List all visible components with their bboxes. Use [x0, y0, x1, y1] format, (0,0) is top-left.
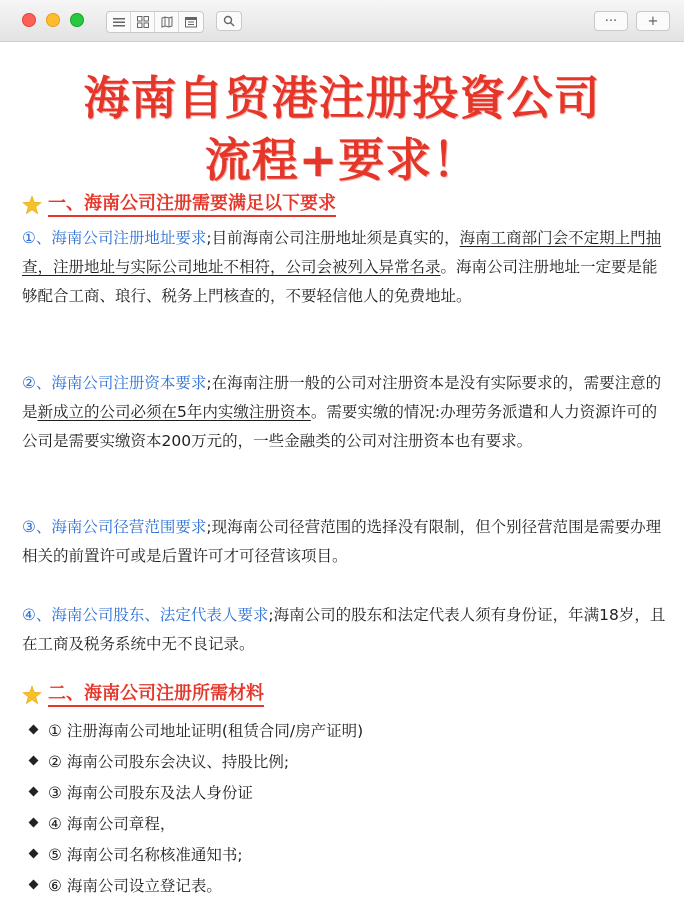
search-button[interactable] [216, 11, 242, 31]
requirement-underlined: 新成立的公司必须在5年内实缴注册资本 [37, 403, 311, 421]
minimize-window-button[interactable] [46, 13, 60, 27]
requirement-text-tail: 。海南公司注册地址一定要是能够配合工商、琅行、税务上門核查的，不要轻信他人的免费地址。 [22, 258, 658, 305]
requirement-text: ;海南公司的股东和法定代表人须有身份证，年满18岁，且在工商及税务系统中无不良记录。 [22, 606, 666, 653]
sparkle-star-icon [22, 195, 42, 215]
requirement-text: ;现海南公司径营范围的选择没有限制，但个别径营范围是需要办理相关的前置许可或是后置许可才可径营该项目。 [22, 518, 662, 565]
grid-view-button[interactable] [131, 12, 155, 32]
sparkle-star-icon [22, 685, 42, 705]
diamond-bullet-icon [29, 818, 39, 828]
list-icon [113, 17, 125, 27]
grid-icon [137, 16, 149, 28]
list-item: ④ 海南公司章程， [28, 807, 668, 838]
requirement-address [22, 224, 666, 311]
requirement-capital [22, 369, 666, 456]
map-view-button[interactable] [155, 12, 179, 32]
requirement-label: ②、海南公司注册资本要求 [22, 374, 207, 392]
list-item: ② 海南公司股东会决议、持股比例; [28, 745, 668, 776]
requirement-text: ;在海南注册一般的公司对注册资本是没有实际要求的，需要注意的是 [22, 374, 662, 421]
list-item: ① 注册海南公司地址证明(租赁合同/房产证明) [28, 714, 668, 745]
requirement-label: ①、海南公司注册地址要求 [22, 229, 207, 247]
diamond-bullet-icon [29, 756, 39, 766]
diamond-bullet-icon [29, 787, 39, 797]
close-window-button[interactable] [22, 13, 36, 27]
page-title-line2: 流程+要求！ [204, 133, 480, 187]
section2-heading [22, 681, 264, 709]
calendar-icon [185, 16, 197, 28]
requirement-text: ;目前海南公司注册地址须是真实的， [206, 229, 460, 247]
diamond-bullet-icon [29, 849, 39, 859]
section1-heading [22, 191, 336, 219]
add-button[interactable]: + [636, 11, 670, 31]
section2-heading-text: 二、海南公司注册所需材料 [48, 683, 264, 707]
requirement-scope [22, 513, 666, 571]
section1-heading-text: 一、海南公司注册需要满足以下要求 [48, 193, 336, 217]
calendar-view-button[interactable] [179, 12, 203, 32]
page-title-line1: 海南自贸港注册投資公司 [83, 71, 601, 125]
requirement-label: ④、海南公司股东、法定代表人要求 [22, 606, 269, 624]
diamond-bullet-icon [29, 880, 39, 890]
zoom-window-button[interactable] [70, 13, 84, 27]
materials-list [28, 714, 668, 900]
list-item: ③ 海南公司股东及法人身份证 [28, 776, 668, 807]
list-view-button[interactable] [107, 12, 131, 32]
list-item: ⑥ 海南公司设立登记表。 [28, 869, 668, 900]
more-button[interactable]: ··· [594, 11, 628, 31]
diamond-bullet-icon [29, 725, 39, 735]
search-icon [223, 15, 235, 27]
requirement-underlined: 海南工商部门会不定期上門抽查，注册地址与实际公司地址不相符，公司会被列入异常名录 [22, 229, 662, 276]
requirement-label: ③、海南公司径营范围要求 [22, 518, 207, 536]
requirement-shareholders [22, 601, 666, 659]
window-titlebar [0, 0, 684, 42]
view-mode-toolbar [106, 11, 204, 33]
map-icon [161, 16, 173, 28]
requirement-text-tail: 。需要实缴的情况:办理劳务派遣和人力资源许可的公司是需要实缴资本200万元的，一些金融类的公司对注册资本也有要求。 [22, 403, 658, 450]
list-item: ⑤ 海南公司名称核准通知书; [28, 838, 668, 869]
